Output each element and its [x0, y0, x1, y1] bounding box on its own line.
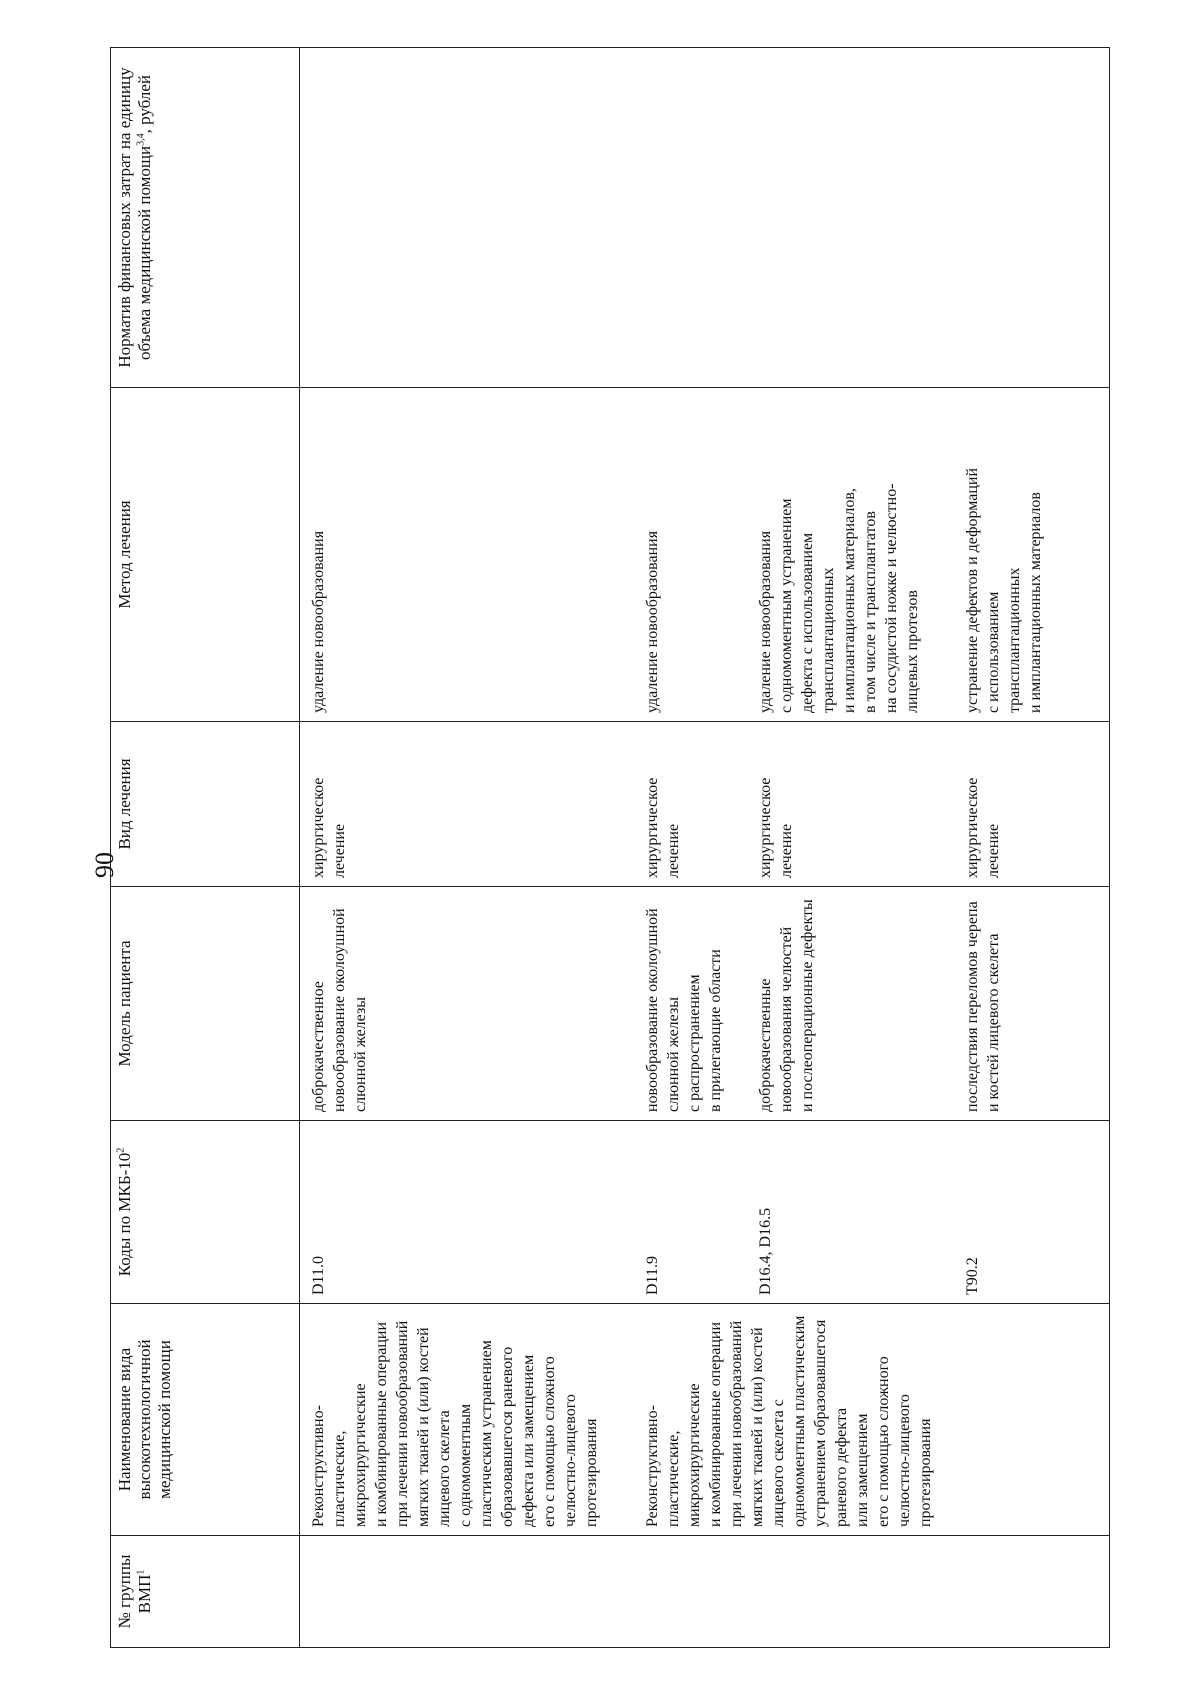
- table-row: [300, 48, 1110, 1648]
- type-name-cell: [300, 1304, 1110, 1536]
- treatment-type: хирургическое лечение: [964, 777, 1002, 878]
- treatment-type: хирургическое лечение: [757, 777, 795, 878]
- icd-code: D11.0: [310, 1256, 327, 1295]
- icd-codes-cell: [300, 1121, 1110, 1304]
- patient-model-cell: [300, 887, 1110, 1121]
- header-treatment-method: Метод лечения: [111, 388, 300, 722]
- patient-model: новообразование околоушной слюнной железы с распространением в прилегающие области: [644, 908, 724, 1112]
- treatment-method: удаление новообразования с одномоментным устранением дефекта с использованием трансплантационных и имплантационных материалов, в том числе и трансплантатов на сосудистой ножке и челюстно- лицевых протезов: [757, 483, 921, 713]
- vmp-table: [110, 47, 1110, 1648]
- header-group-number: № группы ВМП$^1$: [111, 1536, 300, 1648]
- type-name-2: Реконструктивно- пластические, микрохирургические и комбинированные операции при лечении новообразований мягких тканей и (или) костей лицевого скелета с одномоментным пластическим устранением образовавшегося раневого дефекта или замещением его с помощью сложного челюстно-лицевого протезирования: [644, 1315, 934, 1527]
- patient-model: доброкачественное новообразование околоушной слюнной железы: [310, 908, 369, 1112]
- patient-model: доброкачественные новообразования челюстей и послеоперационные дефекты: [757, 899, 816, 1112]
- rotated-sheet: [90, 48, 1110, 1648]
- header-patient-model: Модель пациента: [111, 887, 300, 1121]
- type-name-1: Реконструктивно- пластические, микрохирургические и комбинированные операции при лечении новообразований мягких тканей и (или) костей лицевого скелета с одномоментным пластическим устранением образовавшегося раневого дефекта или замещением его с помощью сложного челюстно-лицевого протезирования: [310, 1320, 600, 1527]
- treatment-type: хирургическое лечение: [644, 777, 682, 878]
- header-treatment-type: Вид лечения: [111, 722, 300, 887]
- header-cost-standard: Норматив финансовых затрат на единицу объема медицинской помощи$^{3,4}$, рублей: [111, 48, 300, 388]
- treatment-method: удаление новообразования: [644, 530, 661, 713]
- sheet: [90, 48, 1110, 1648]
- treatment-method: устранение дефектов и деформаций с использованием трансплантационных и имплантационных материалов: [964, 467, 1044, 713]
- icd-code: D16.4, D16.5: [757, 1207, 774, 1295]
- group-number-cell: [300, 1536, 1110, 1648]
- header-type-name: Наименование вида высокотехнологичной медицинской помощи: [111, 1304, 300, 1536]
- icd-code: D11.9: [644, 1256, 661, 1295]
- treatment-method-cell: [300, 388, 1110, 722]
- icd-code: T90.2: [964, 1257, 981, 1295]
- page-number: 90: [90, 852, 119, 878]
- treatment-type: хирургическое лечение: [310, 777, 348, 878]
- header-row: [111, 48, 300, 1648]
- treatment-type-cell: [300, 722, 1110, 887]
- header-icd-codes: Коды по МКБ-$10^2$: [111, 1121, 300, 1304]
- treatment-method: удаление новообразования: [310, 530, 327, 713]
- patient-model: последствия переломов черепа и костей лицевого скелета: [964, 901, 1002, 1112]
- cost-standard-cell: [300, 48, 1110, 388]
